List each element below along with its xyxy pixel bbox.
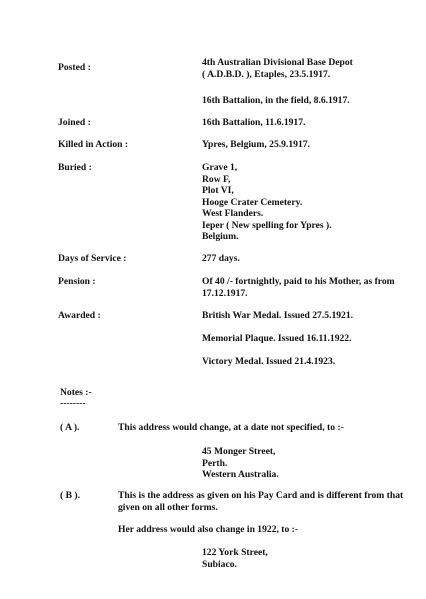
notes-heading: Notes :-: [60, 387, 92, 398]
note-b-text-second: Her address would also change in 1922, to :-: [118, 524, 299, 535]
value-line: West Flanders.: [202, 208, 264, 219]
value-line: Grave 1,: [202, 162, 238, 173]
value-award-victory-medal: Victory Medal. Issued 21.4.1923.: [202, 356, 336, 367]
address-line: Perth.: [202, 457, 228, 469]
value-posted-second: 16th Battalion, in the field, 8.6.1917.: [202, 95, 350, 106]
value-line: Row F,: [202, 173, 231, 185]
address-line: 45 Monger Street,: [202, 446, 276, 457]
value-award-british-war-medal: British War Medal. Issued 27.5.1921.: [202, 310, 354, 321]
label-posted: Posted :: [58, 62, 91, 73]
value-killed-in-action: Ypres, Belgium, 25.9.1917.: [202, 139, 310, 150]
label-pension: Pension :: [58, 276, 96, 287]
label-joined: Joined :: [58, 117, 91, 128]
note-b-text: This is the address as given on his Pay Card and is different from that given on all other forms.: [118, 490, 404, 513]
note-b-address: [202, 547, 268, 570]
address-line: 122 York Street,: [202, 547, 268, 558]
value-days-of-service: 277 days.: [202, 253, 240, 264]
value-award-memorial-plaque: Memorial Plaque. Issued 16.11.1922.: [202, 333, 352, 344]
label-killed-in-action: Killed in Action :: [58, 139, 129, 150]
value-line: Plot VI,: [202, 185, 234, 196]
value-joined: 16th Battalion, 11.6.1917.: [202, 117, 306, 128]
note-a-address: [202, 446, 279, 481]
label-awarded: Awarded :: [58, 310, 101, 321]
label-days-of-service: Days of Service :: [58, 253, 127, 264]
note-b-marker: ( B ).: [60, 490, 80, 501]
address-line: Subiaco.: [202, 558, 237, 570]
note-a-text: This address would change, at a date not specified, to :-: [118, 422, 344, 433]
value-pension: Of 40 /- fortnightly, paid to his Mother, as from 17.12.1917.: [202, 276, 395, 299]
value-posted: [202, 57, 353, 80]
note-a-marker: ( A ).: [60, 422, 80, 433]
value-buried: [202, 162, 332, 243]
address-line: Western Australia.: [202, 469, 279, 480]
value-line: ( A.D.B.D. ), Etaples, 23.5.1917.: [202, 68, 331, 80]
label-buried: Buried :: [58, 162, 92, 173]
value-line: Belgium.: [202, 231, 239, 242]
value-line: Hooge Crater Cemetery.: [202, 196, 303, 208]
value-line: 4th Australian Divisional Base Depot: [202, 57, 353, 68]
notes-underline: --------: [60, 398, 86, 409]
value-line: Ieper ( New spelling for Ypres ).: [202, 219, 332, 231]
